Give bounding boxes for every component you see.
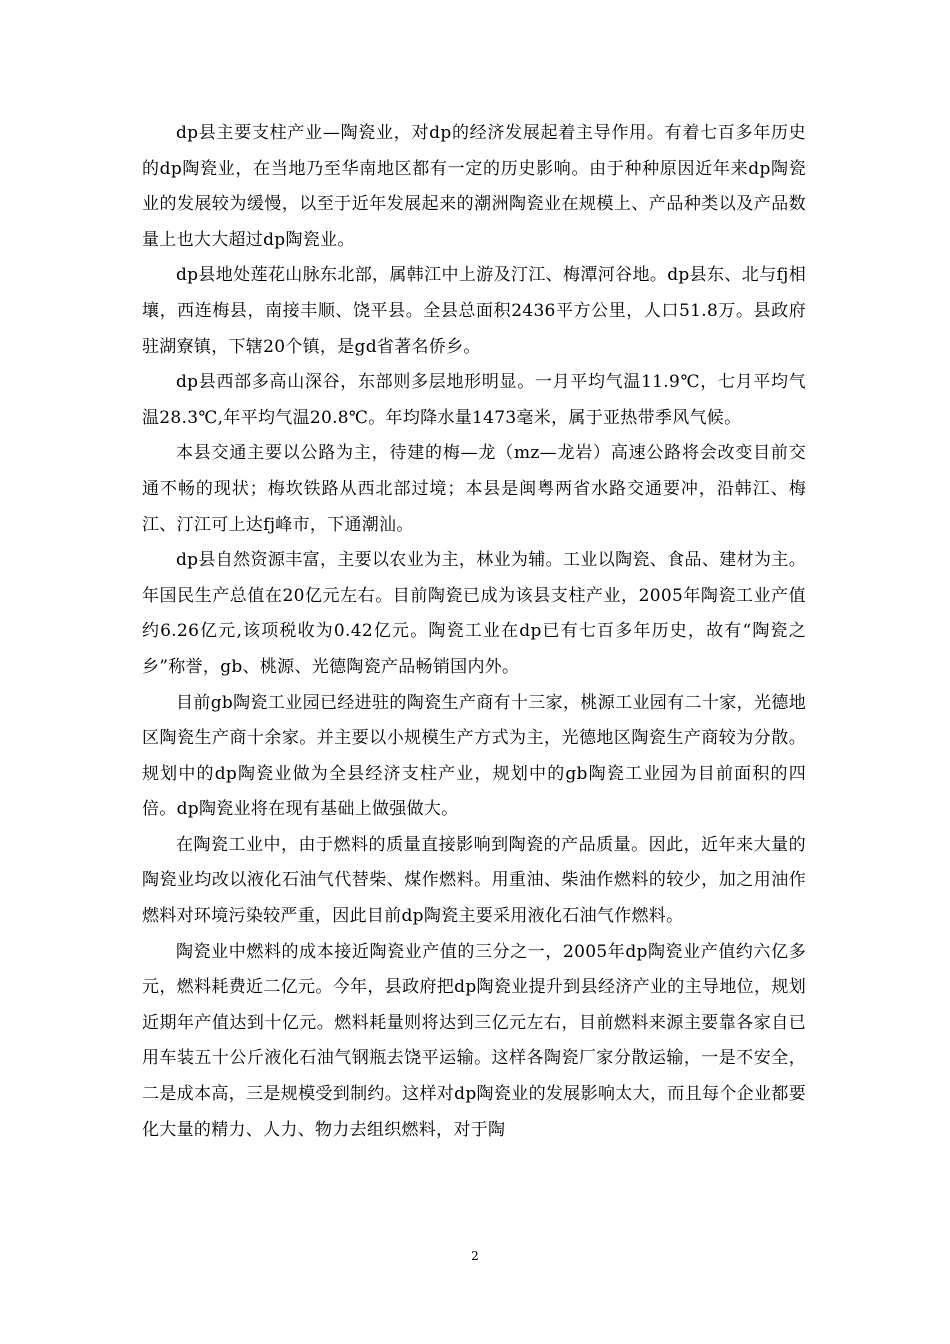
paragraph-2: dp县地处莲花山脉东北部，属韩江中上游及汀江、梅潭河谷地。dp县东、北与fj相壤，西连梅县，南接丰顺、饶平县。全县总面积2436平方公里，人口51.8万。县政府驻湖寮镇，下辖20个镇，是gd省著名侨乡。 <box>142 265 806 357</box>
paragraph-5: dp县自然资源丰富，主要以农业为主，林业为辅。工业以陶瓷、食品、建材为主。年国民生产总值在20亿元左右。目前陶瓷已成为该县支柱产业，2005年陶瓷工业产值约6.26亿元,该项税收为0.42亿元。陶瓷工业在dp已有七百多年历史，故有“陶瓷之乡”称誉，gb、桃源、光德陶瓷产品畅销国内外。 <box>142 550 806 677</box>
paragraph-6: 目前gb陶瓷工业园已经进驻的陶瓷生产商有十三家，桃源工业园有二十家，光德地区陶瓷生产商十余家。并主要以小规模生产方式为主，光德地区陶瓷生产商较为分散。规划中的dp陶瓷业做为全县经济支柱产业，规划中的gb陶瓷工业园为目前面积的四倍。dp陶瓷业将在现有基础上做强做大。 <box>142 692 806 820</box>
paragraph-3: dp县西部多高山深谷，东部则多层地形明显。一月平均气温11.9℃，七月平均气温28.3℃,年平均气温20.8℃。年均降水量1473毫米，属于亚热带季风气候。 <box>142 372 806 428</box>
paragraph-1: dp县主要支柱产业—陶瓷业，对dp的经济发展起着主导作用。有着七百多年历史的dp陶瓷业，在当地乃至华南地区都有一定的历史影响。由于种种原因近年来dp陶瓷业的发展较为缓慢，以至于近年发展起来的潮洲陶瓷业在规模上、产品种类以及产品数量上也大大超过dp陶瓷业。 <box>142 123 806 250</box>
page-number: 2 <box>471 1249 479 1263</box>
paragraph-8: 陶瓷业中燃料的成本接近陶瓷业产值的三分之一，2005年dp陶瓷业产值约六亿多元，燃料耗费近二亿元。今年，县政府把dp陶瓷业提升到县经济产业的主导地位，规划近期年产值达到十亿元。燃料耗量则将达到三亿元左右，目前燃料来源主要靠各家自已用车装五十公斤液化石油气钢瓶去饶平运输。这样各陶瓷厂家分散运输，一是不安全，二是成本高，三是规模受到制约。这样对dp陶瓷业的发展影响太大，而且每个企业都要化大量的精力、人力、物力去组织燃料，对于陶 <box>142 941 806 1140</box>
paragraph-4: 本县交通主要以公路为主，待建的梅—龙（mz—龙岩）高速公路将会改变目前交通不畅的现状；梅坎铁路从西北部过境；本县是闽粤两省水路交通要冲，沿韩江、梅江、汀江可上达fj峰市，下通潮汕。 <box>142 443 806 535</box>
paragraph-7: 在陶瓷工业中，由于燃料的质量直接影响到陶瓷的产品质量。因此，近年来大量的陶瓷业均改以液化石油气代替柴、煤作燃料。用重油、柴油作燃料的较少，加之用油作燃料对环境污染较严重，因此目前dp陶瓷主要采用液化石油气作燃料。 <box>142 834 806 927</box>
body-text <box>142 116 806 1148</box>
